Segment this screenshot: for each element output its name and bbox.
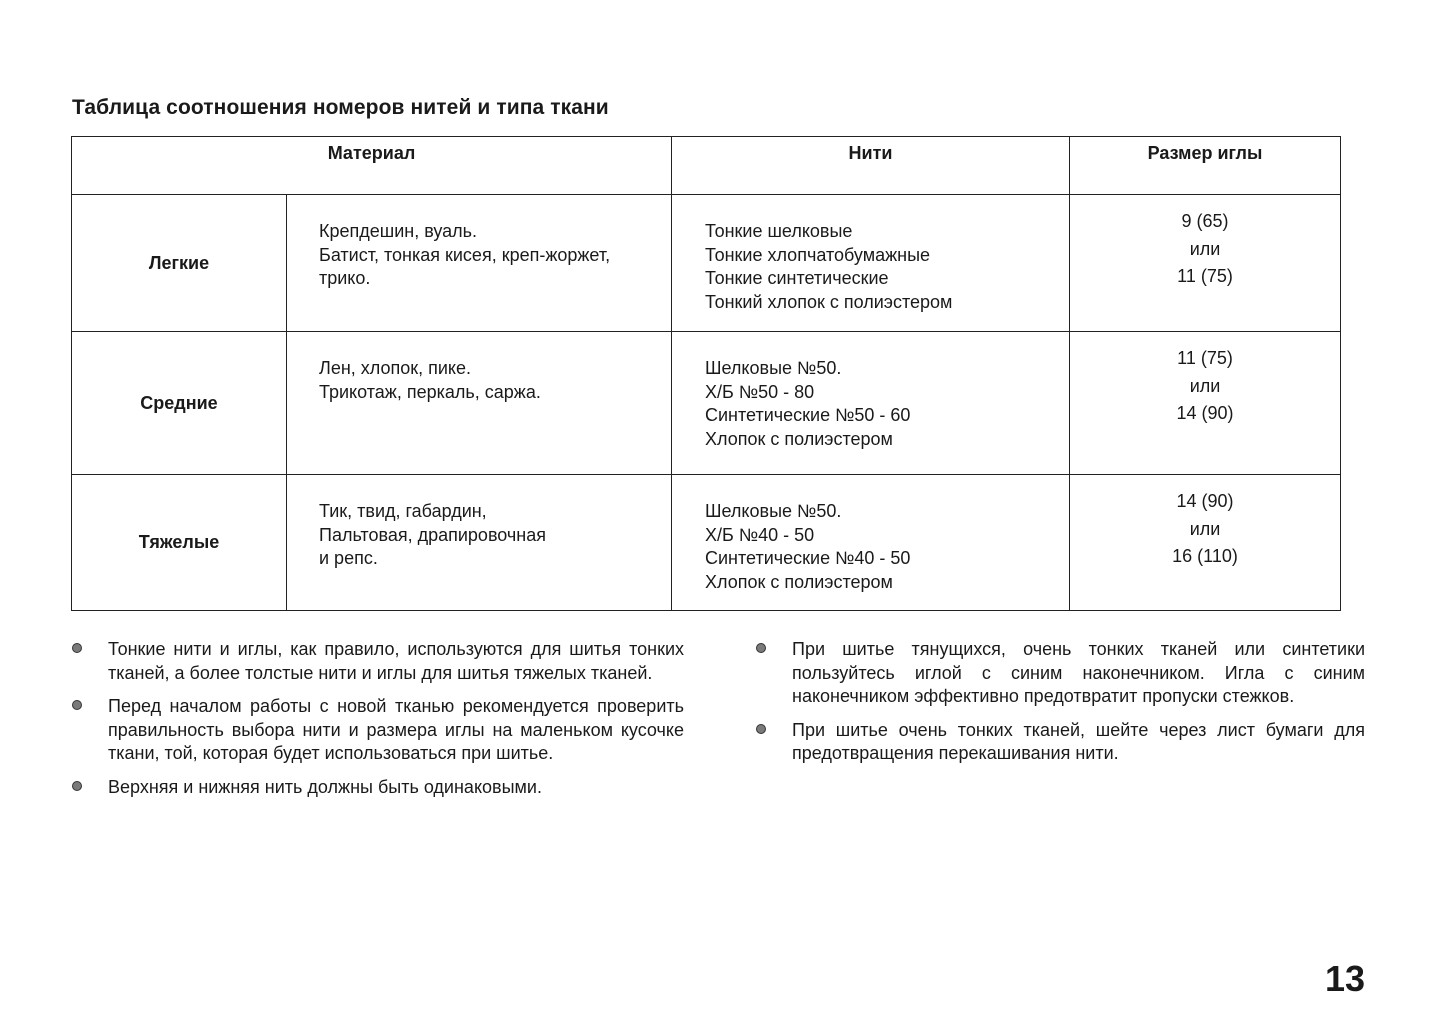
header-needle: Размер иглы <box>1070 137 1341 195</box>
needle-size: 11 (75) <box>1177 348 1233 368</box>
thread-line: Х/Б №40 - 50 <box>705 524 815 545</box>
material-line: Лен, хлопок, пике. <box>319 358 472 378</box>
material-line: Трикотаж, перкаль, саржа. <box>319 381 541 402</box>
material-line: и репс. <box>319 548 378 568</box>
threads-cell <box>672 332 1070 475</box>
needle-size: 9 (65) <box>1181 211 1229 231</box>
notes-left-column <box>72 638 684 809</box>
materials-cell <box>287 195 672 332</box>
material-line: Батист, тонкая кисея, креп-жоржет, <box>319 244 611 265</box>
category-cell: Легкие <box>72 195 287 332</box>
table-row <box>72 195 1341 332</box>
needle-size: 14 (90) <box>1176 403 1234 423</box>
thread-line: Шелковые №50. <box>705 358 842 378</box>
category-cell: Средние <box>72 332 287 475</box>
note-item <box>72 776 684 800</box>
needle-cell <box>1070 195 1341 332</box>
notes-right-column <box>756 638 1365 776</box>
note-item <box>72 695 684 766</box>
bullet-icon <box>72 781 82 791</box>
table-row <box>72 475 1341 611</box>
material-line: трико. <box>319 268 371 288</box>
thread-line: Тонкие хлопчатобумажные <box>705 244 931 265</box>
page-title: Таблица соотношения номеров нитей и типа ткани <box>72 96 609 119</box>
thread-line: Синтетические №40 - 50 <box>705 548 911 568</box>
threads-cell <box>672 475 1070 611</box>
note-text: Тонкие нити и иглы, как правило, используются для шитья тонких тканей, а более толстые нити и иглы для шитья тяжелых тканей. <box>108 639 684 683</box>
category-cell: Тяжелые <box>72 475 287 611</box>
thread-line: Хлопок с полиэстером <box>705 571 893 592</box>
material-line: Тик, твид, габардин, <box>319 501 487 521</box>
needle-size: 16 (110) <box>1172 546 1238 566</box>
needle-or: или <box>1189 518 1221 539</box>
bullet-icon <box>756 643 766 653</box>
thread-line: Х/Б №50 - 80 <box>705 381 815 402</box>
header-material: Материал <box>72 137 672 195</box>
thread-line: Хлопок с полиэстером <box>705 428 893 449</box>
material-line: Крепдешин, вуаль. <box>319 221 478 241</box>
note-item <box>756 638 1365 709</box>
note-text: Верхняя и нижняя нить должны быть одинаковыми. <box>108 776 542 797</box>
note-item <box>72 638 684 685</box>
thread-line: Тонкие синтетические <box>705 268 889 288</box>
needle-cell <box>1070 332 1341 475</box>
needle-size: 11 (75) <box>1177 266 1233 286</box>
thread-line: Шелковые №50. <box>705 501 842 521</box>
bullet-icon <box>72 643 82 653</box>
materials-cell <box>287 475 672 611</box>
note-text: Перед началом работы с новой тканью рекомендуется проверить правильность выбора нити и размера иглы на маленьком кусочке ткани, той, которая будет использоваться при шитье. <box>108 696 684 763</box>
page-number: 13 <box>1325 958 1366 999</box>
bullet-icon <box>756 724 766 734</box>
needle-or: или <box>1189 375 1221 396</box>
thread-line: Синтетические №50 - 60 <box>705 405 911 425</box>
note-text: При шитье очень тонких тканей, шейте через лист бумаги для предотвращения перекашивания нити. <box>792 719 1365 763</box>
header-threads: Нити <box>672 137 1070 195</box>
thread-line: Тонкий хлопок с полиэстером <box>705 291 953 312</box>
needle-cell <box>1070 475 1341 611</box>
thread-line: Тонкие шелковые <box>705 221 853 241</box>
needle-size: 14 (90) <box>1176 491 1234 511</box>
needle-or: или <box>1189 238 1221 259</box>
note-text: При шитье тянущихся, очень тонких тканей или синтетики пользуйтесь иглой с синим наконечником. Игла с синим наконечником эффективно предотвратит пропуски стежков. <box>792 639 1365 706</box>
thread-needle-table <box>71 136 1341 611</box>
materials-cell <box>287 332 672 475</box>
threads-cell <box>672 195 1070 332</box>
note-item <box>756 719 1365 766</box>
table-row <box>72 332 1341 475</box>
table-header-row <box>72 137 1341 195</box>
material-line: Пальтовая, драпировочная <box>319 524 546 545</box>
bullet-icon <box>72 700 82 710</box>
